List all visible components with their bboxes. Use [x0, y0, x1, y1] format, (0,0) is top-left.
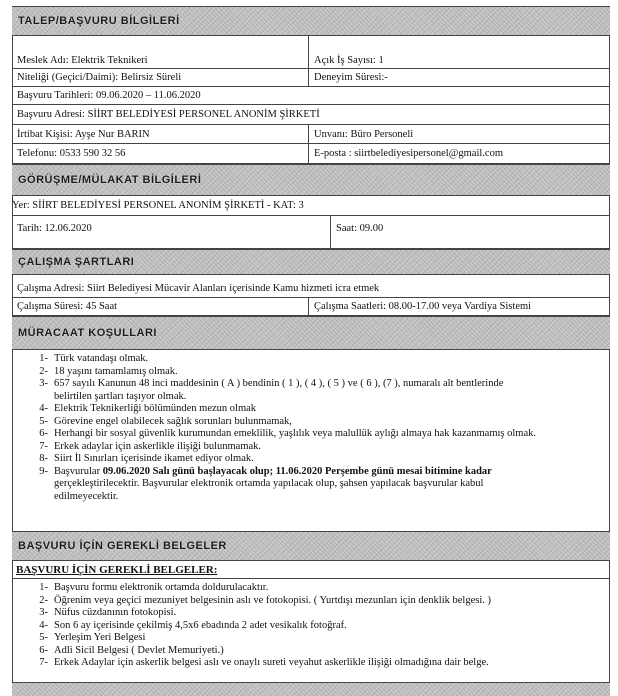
- list-item: 2- Öğrenim veya geçici mezuniyet belgesinin aslı ve fotokopisi. ( Yurtdışı mezunları için denklik belgesi. ): [39, 594, 491, 606]
- list-item: 7- Erkek adaylar için askerlikle ilişiği bulunmamak.: [39, 440, 262, 452]
- eposta: E-posta : siirtbelediyesipersonel@gmail.com: [308, 144, 610, 163]
- section-title: MÜRACAAT KOŞULLARI: [18, 327, 157, 339]
- row-tarih-saat: [12, 216, 610, 249]
- list-item: 8- Siirt İl Sınırları içerisinde ikamet ediyor olmak.: [39, 453, 254, 464]
- section-header-muracaat: [12, 316, 610, 350]
- list-item: 1- Türk vatandaşı olmak.: [39, 353, 149, 364]
- irtibat-kisisi: İrtibat Kişisi: Ayşe Nur BARIN: [17, 128, 150, 140]
- list-item: 6- Herhangi bir sosyal güvenlik kurumundan emeklilik, yaşlılık veya malullük aylığı almaya hak kazanmamış olmak.: [39, 428, 537, 439]
- gorusme-yeri: Yer: SİİRT BELEDİYESİ PERSONEL ANONİM ŞİRKETİ - KAT: 3: [12, 200, 304, 211]
- list-item: 7- Erkek Adaylar için askerlik belgesi aslı ve onaylı sureti veyahut askerlikle ilişiği olmadığına dair belge.: [39, 657, 489, 668]
- row-meslek: [12, 36, 610, 69]
- calisma-saatleri: Çalışma Saatleri: 08.00-17.00 veya Vardiya Sistemi: [308, 298, 610, 315]
- gorusme-tarihi: Tarih: 12.06.2020: [17, 223, 92, 234]
- list-item: 4- Elektrik Teknikerliği bölümünden mezun olmak: [39, 403, 257, 414]
- telefon: Telefonu: 0533 590 32 56: [17, 148, 126, 159]
- list-item: 1- Başvuru formu elektronik ortamda doldurulacaktır.: [39, 582, 269, 593]
- list-item-continuation: belirtilen şartları taşıyor olmak.: [54, 390, 187, 402]
- belgeler-subheader: BAŞVURU İÇİN GEREKLİ BELGELER:: [12, 561, 610, 579]
- row-calisma-sure: [12, 298, 610, 316]
- section-header-belgeler: [12, 531, 610, 561]
- unvan: Unvanı: Büro Personeli: [308, 125, 610, 143]
- section-header-next-partial: [12, 682, 610, 696]
- belgeler-list: [12, 582, 610, 682]
- section-title: GÖRÜŞME/MÜLAKAT BİLGİLERİ: [18, 174, 202, 186]
- list-item: 2- 18 yaşını tamamlamış olmak.: [39, 365, 178, 377]
- section-header-gorusme: [12, 164, 610, 196]
- row-irtibat: [12, 125, 610, 144]
- acik-is-sayisi: Açık İş Sayısı: 1: [308, 36, 610, 68]
- row-yer: [12, 196, 610, 216]
- row-nitelik: [12, 69, 610, 87]
- row-calisma-adresi: [12, 275, 610, 298]
- calisma-suresi: Çalışma Süresi: 45 Saat: [17, 301, 118, 312]
- list-item: 3- 657 sayılı Kanunun 48 inci maddesinin ( A ) bendinin ( 1 ), ( 4 ), ( 5 ) ve ( 6 ), (7 ), numaralı alt bentlerinde: [39, 378, 504, 389]
- muracaat-list: [12, 353, 610, 531]
- list-item: 5- Görevine engel olabilecek sağlık sorunları bulunmamak,: [39, 415, 292, 427]
- gorusme-saati: Saat: 09.00: [330, 216, 610, 248]
- basvuru-tarihleri: Başvuru Tarihleri: 09.06.2020 – 11.06.2020: [17, 90, 201, 101]
- list-item-continuation: gerçekleştirilecektir. Başvurular elektronik ortamda yapılacak olup, şahsen yapılacak başvurular kabul: [54, 478, 484, 489]
- section-title: ÇALIŞMA ŞARTLARI: [18, 256, 135, 268]
- calisma-adresi: Çalışma Adresi: Siirt Belediyesi Mücavir Alanları içerisinde Kamu hizmeti icra etmek: [17, 283, 380, 294]
- section-title: TALEP/BAŞVURU BİLGİLERİ: [18, 15, 180, 27]
- list-item: 6- Adli Sicil Belgesi ( Devlet Memuriyeti.): [39, 644, 224, 656]
- section-header-calisma: [12, 249, 610, 275]
- list-item-continuation: edilmeyecektir.: [54, 490, 119, 502]
- meslek-adi: Meslek Adı: Elektrik Teknikeri: [17, 55, 148, 66]
- row-telefon: [12, 144, 610, 164]
- list-item: 3- Nüfus cüzdanının fotokopisi.: [39, 607, 177, 618]
- list-item: 4- Son 6 ay içerisinde çekilmiş 4,5x6 ebadında 2 adet vesikalık fotoğraf.: [39, 619, 347, 631]
- row-adres: [12, 105, 610, 125]
- section-header-talep: [12, 6, 610, 36]
- list-item: 5- Yerleşim Yeri Belgesi: [39, 632, 146, 643]
- job-posting-document: [12, 6, 610, 692]
- basvuru-adresi: Başvuru Adresi: SİİRT BELEDİYESİ PERSONEL ANONİM ŞİRKETİ: [17, 109, 320, 120]
- list-item: 9- Başvurular 09.06.2020 Salı günü başlayacak olup; 11.06.2020 Perşembe günü mesai bitimine kadar: [39, 465, 492, 477]
- niteligi: Niteliği (Geçici/Daimi): Belirsiz Süreli: [17, 72, 182, 83]
- deneyim-suresi: Deneyim Süresi:-: [308, 69, 610, 86]
- section-title: BAŞVURU İÇİN GEREKLİ BELGELER: [18, 540, 227, 552]
- row-tarihler: [12, 87, 610, 105]
